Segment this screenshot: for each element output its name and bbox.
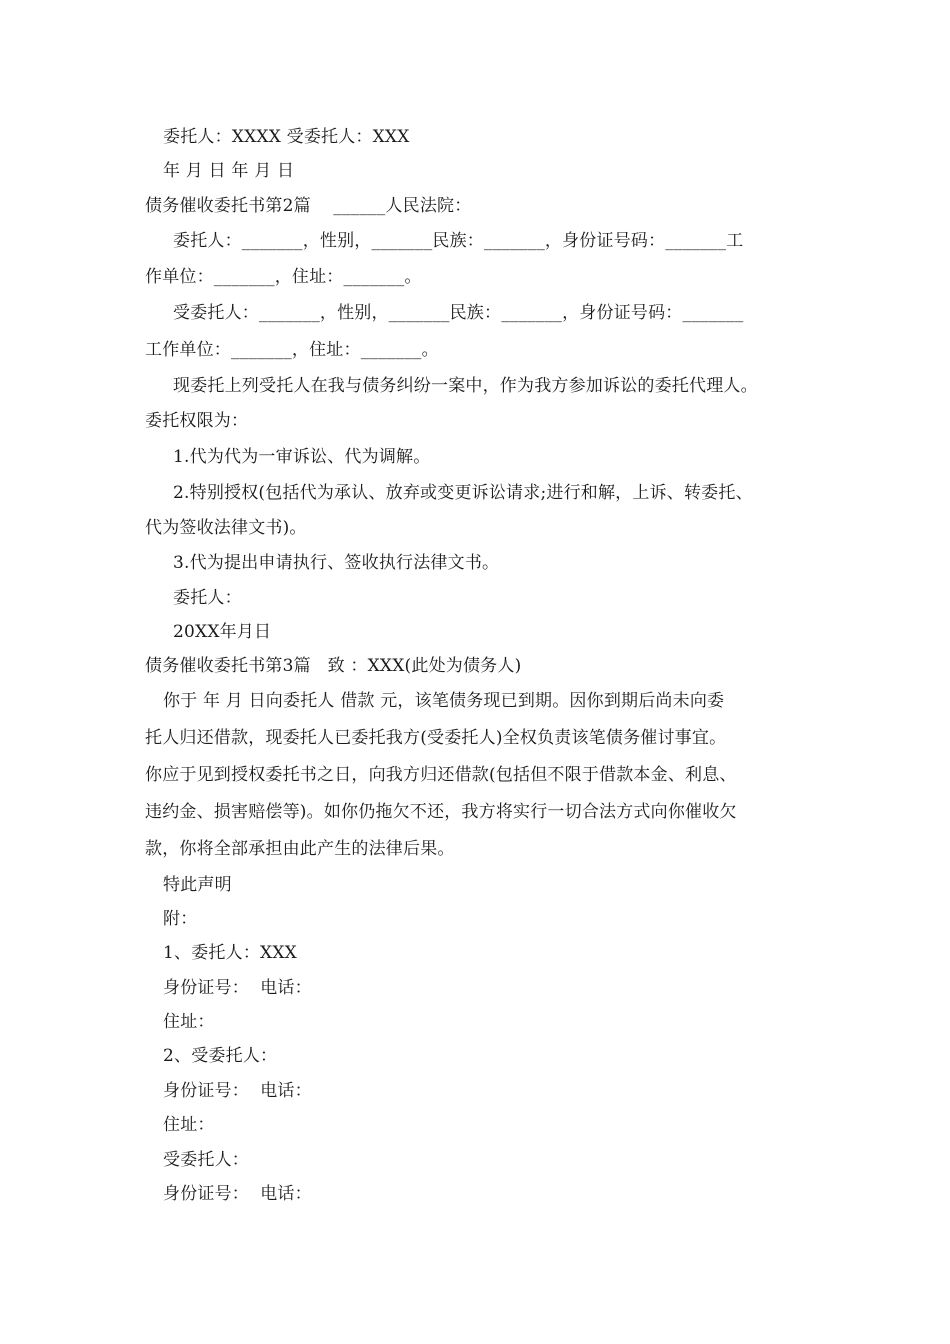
text-line: 身份证号： 电话：: [163, 1184, 312, 1204]
text-line: 住址：: [163, 1012, 215, 1032]
text-line: 住址：: [163, 1115, 215, 1135]
text-line: 2.特别授权(包括代为承认、放弃或变更诉讼请求;进行和解，上诉、转委托、: [173, 483, 753, 503]
text-line: 代为签收法律文书)。: [145, 518, 307, 538]
text-line: 1、委托人：XXX: [163, 943, 297, 963]
text-line: 作单位：_______，住址：_______。: [145, 267, 422, 287]
text-line: 委托人：_______，性别，_______民族：_______，身份证号码：_______工: [173, 231, 744, 251]
text-line: 你于 年 月 日向委托人 借款 元，该笔债务现已到期。因你到期后尚未向委: [163, 691, 725, 711]
text-line: 身份证号： 电话：: [163, 1081, 312, 1101]
text-line: 受委托人：: [163, 1150, 249, 1170]
text-line: 20XX年月日: [173, 622, 272, 642]
text-line: 特此声明: [163, 875, 232, 895]
text-line: 身份证号： 电话：: [163, 978, 312, 998]
text-line: 你应于见到授权委托书之日，向我方归还借款(包括但不限于借款本金、利息、: [145, 765, 737, 785]
text-line: 2、受委托人：: [163, 1046, 278, 1066]
text-line: 委托人：: [173, 588, 242, 608]
text-line: 受委托人：_______，性别，_______民族：_______，身份证号码：_______: [173, 303, 744, 323]
text-line: 1.代为代为一审诉讼、代为调解。: [173, 447, 431, 467]
text-line: 委托权限为：: [145, 411, 249, 431]
text-line: 违约金、损害赔偿等)。如你仍拖欠不还，我方将实行一切合法方式向你催收欠: [145, 802, 737, 822]
section-heading: 债务催收委托书第2篇 ______人民法院：: [145, 196, 472, 216]
text-line: 委托人：XXXX 受委托人：XXX: [163, 127, 410, 147]
section-heading: 债务催收委托书第3篇 致 ：XXX(此处为债务人): [145, 656, 522, 676]
text-line: 3.代为提出申请执行、签收执行法律文书。: [173, 553, 500, 573]
text-line: 托人归还借款，现委托人已委托我方(受委托人)全权负责该笔债务催讨事宜。: [145, 728, 727, 748]
text-line: 附：: [163, 909, 198, 929]
text-line: 工作单位：_______，住址：_______。: [145, 340, 439, 360]
text-line: 现委托上列受托人在我与债务纠纷一案中，作为我方参加诉讼的委托代理人。: [173, 376, 758, 396]
text-line: 款，你将全部承担由此产生的法律后果。: [145, 839, 455, 859]
text-line: 年 月 日 年 月 日: [163, 161, 295, 181]
